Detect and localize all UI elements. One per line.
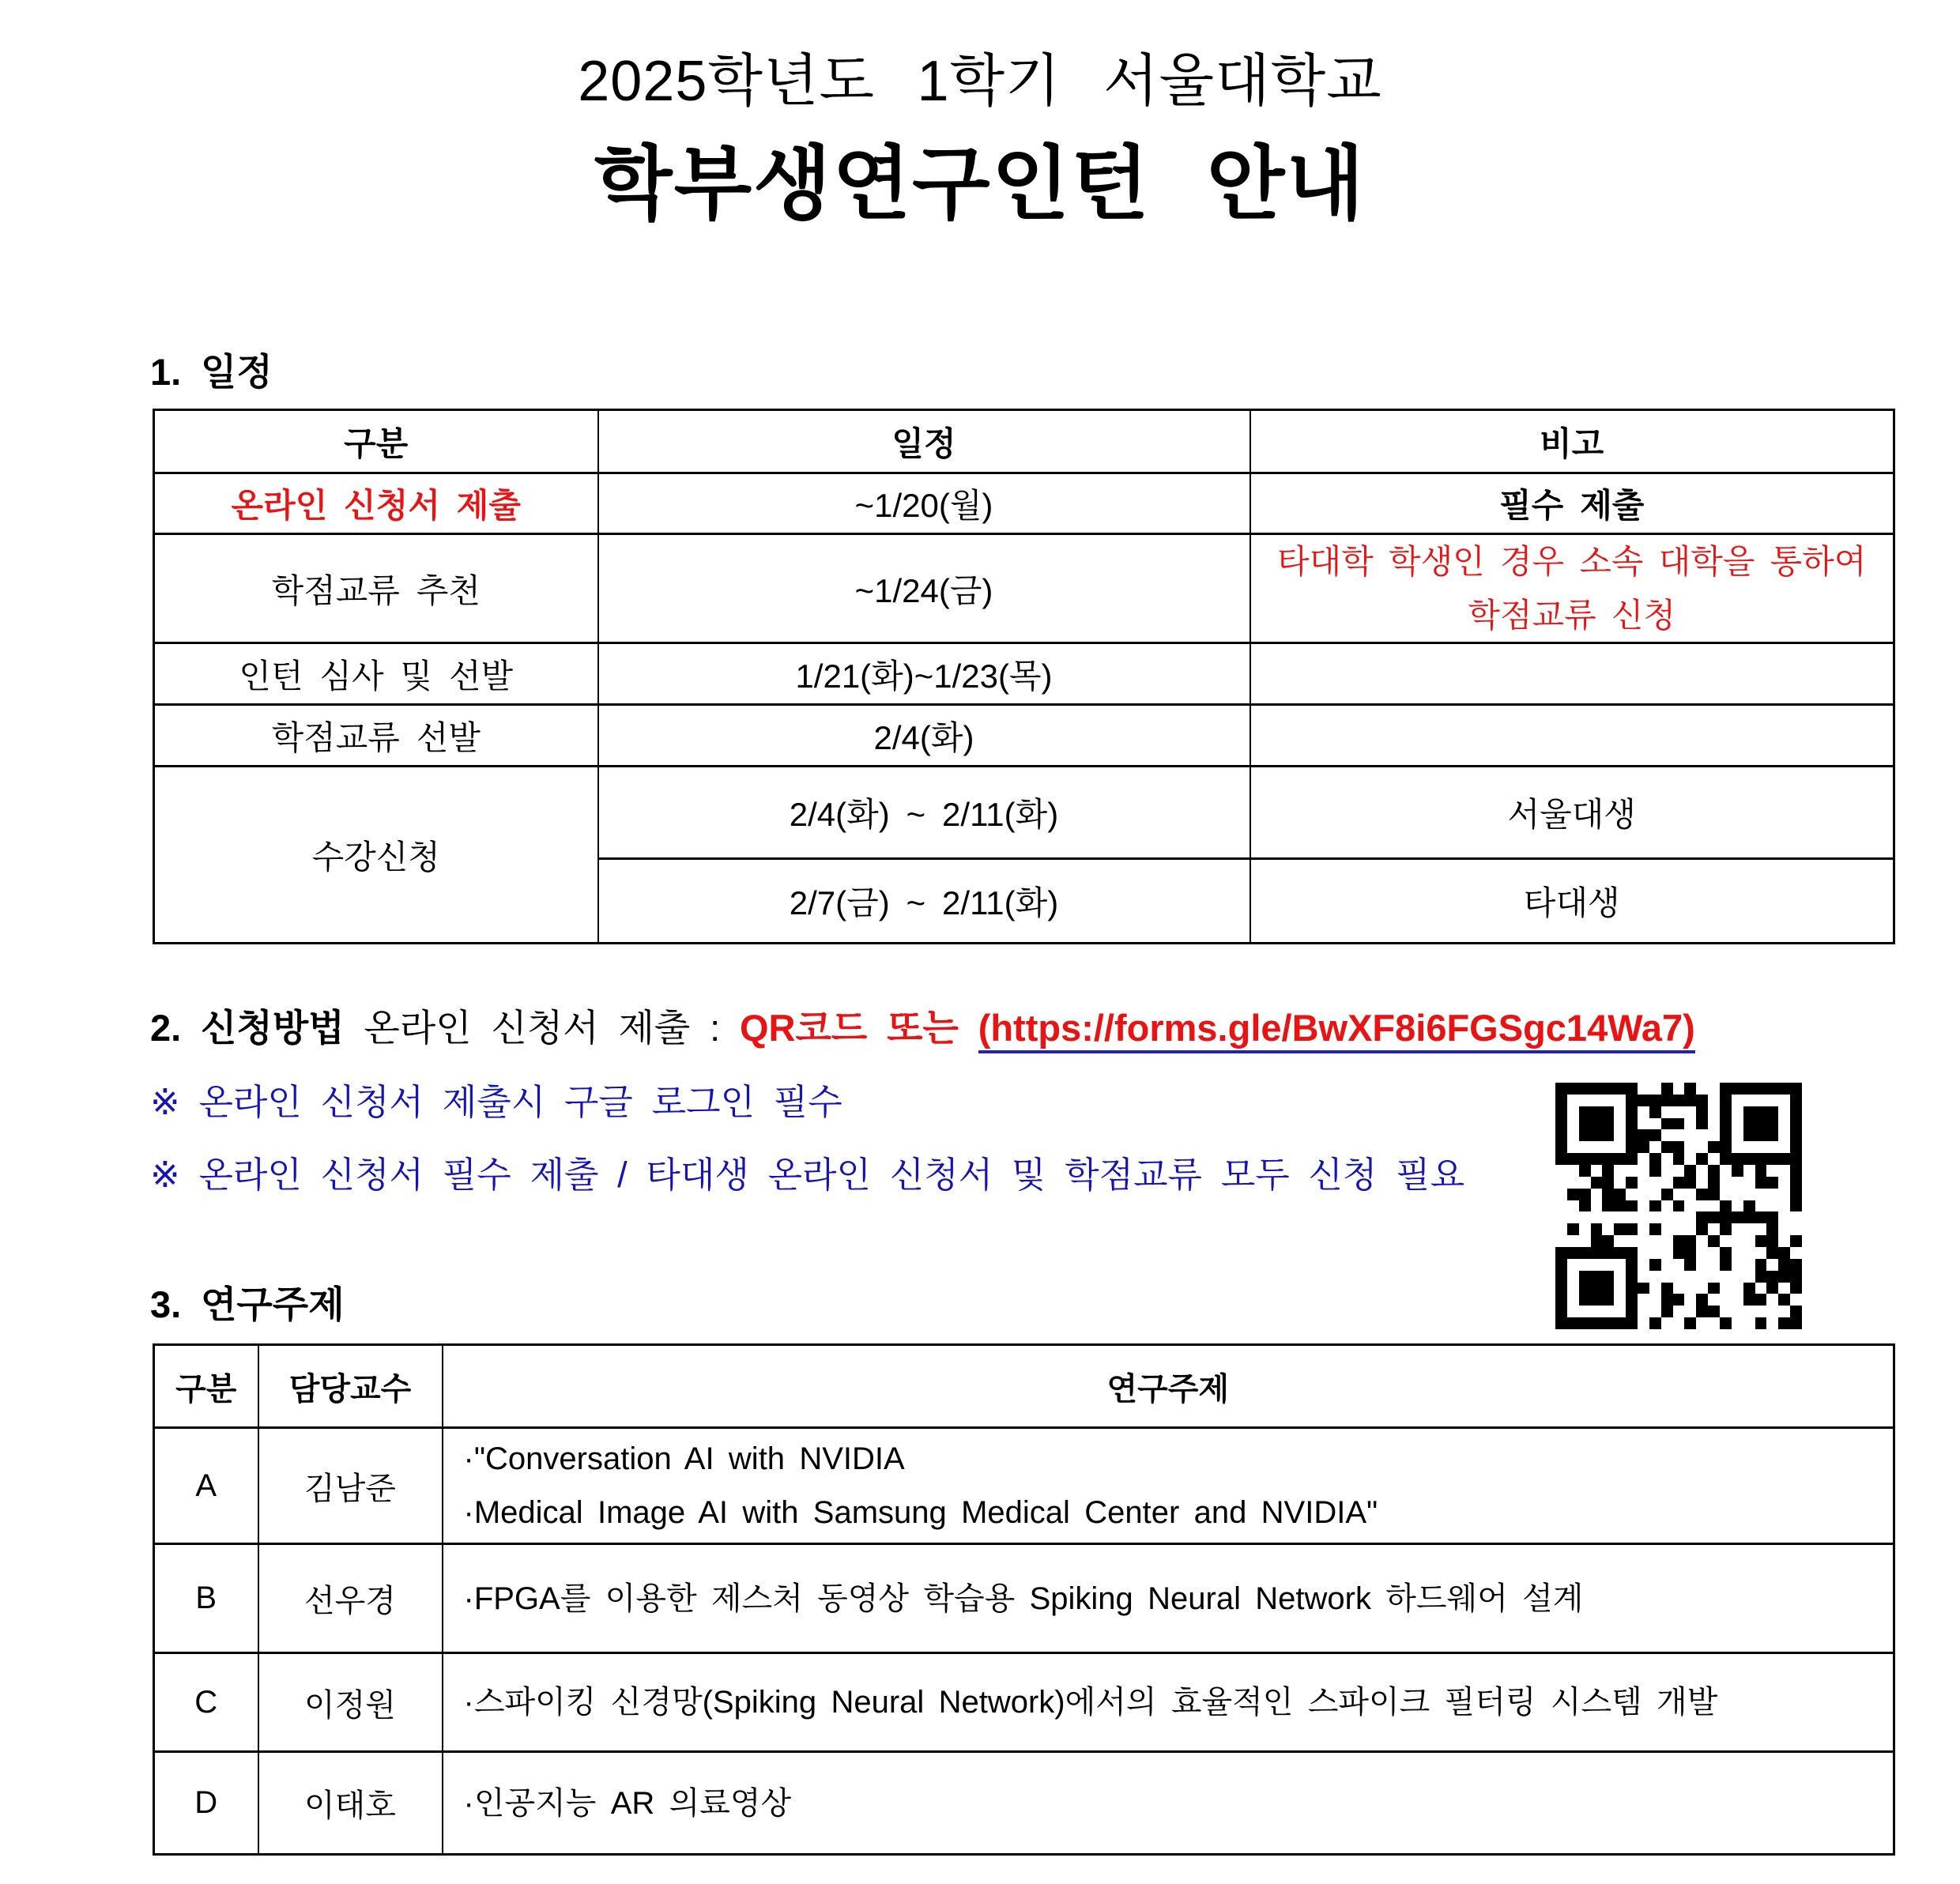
table-row [154, 643, 1894, 705]
schedule-cell-date: 2/7(금) ~ 2/11(화) [598, 859, 1250, 944]
research-cell-professor: 이정원 [258, 1653, 443, 1752]
research-cell-topic [443, 1428, 1894, 1544]
url-close-paren: ) [1683, 1007, 1695, 1049]
schedule-cell-category: 학점교류 추천 [154, 534, 598, 643]
research-cell-topic [443, 1544, 1894, 1653]
table-row [154, 473, 1894, 534]
schedule-cell-note [1250, 643, 1894, 705]
research-cell-professor: 이태호 [258, 1752, 443, 1855]
note-google-login: ※ 온라인 신청서 제출시 구글 로그인 필수 [150, 1082, 842, 1122]
schedule-cell-category: 온라인 신청서 제출 [154, 473, 598, 534]
schedule-header-schedule: 일정 [598, 410, 1250, 473]
research-topics-table [153, 1343, 1895, 1856]
url-open-paren: ( [978, 1007, 991, 1049]
section-3-heading: 3. 연구주제 [150, 1283, 345, 1325]
research-header-topic: 연구주제 [443, 1345, 1894, 1428]
schedule-cell-date: 2/4(화) [598, 705, 1250, 767]
document-title: 학부생연구인턴 안내 [594, 139, 1366, 229]
topic-line: ·스파이킹 신경망(Spiking Neural Network)에서의 효율적인 스파이크 필터링 시스템 개발 [463, 1685, 1718, 1720]
schedule-cell-note: 타대학 학생인 경우 소속 대학을 통하여 학점교류 신청 [1250, 534, 1894, 643]
research-header-group: 구분 [154, 1345, 258, 1428]
table-row [154, 1752, 1894, 1855]
research-header-professor: 담당교수 [258, 1345, 443, 1428]
topic-line: ·"Conversation AI with NVIDIA [463, 1441, 905, 1476]
topic-line: ·인공지능 AR 의료영상 [463, 1785, 792, 1821]
schedule-cell-note: 필수 제출 [1250, 473, 1894, 534]
schedule-header-category: 구분 [154, 410, 598, 473]
schedule-header-row [154, 410, 1894, 473]
schedule-cell-date: ~1/24(금) [598, 534, 1250, 643]
schedule-cell-category: 학점교류 선발 [154, 705, 598, 767]
research-cell-topic [443, 1752, 1894, 1855]
research-cell-group: A [154, 1428, 258, 1544]
application-method-line [150, 999, 1695, 1052]
table-row [154, 1428, 1894, 1544]
topic-line: ·Medical Image AI with Samsung Medical Center and NVIDIA" [463, 1495, 1378, 1530]
schedule-cell-category-merged: 수강신청 [154, 767, 598, 944]
note-required-submission: ※ 온라인 신청서 필수 제출 / 타대생 온라인 신청서 및 학점교류 모두 신청 필요 [150, 1155, 1465, 1195]
section-2-heading: 2. 신청방법 [150, 1007, 345, 1049]
schedule-cell-date: 1/21(화)~1/23(목) [598, 643, 1250, 705]
research-cell-topic [443, 1653, 1894, 1752]
section-1-heading: 1. 일정 [150, 351, 273, 393]
document-subtitle: 2025학년도 1학기 서울대학교 [578, 50, 1382, 113]
qr-code-label: QR코드 또는 [739, 1007, 978, 1049]
qr-code [1555, 1083, 1802, 1329]
schedule-cell-category: 인턴 심사 및 선발 [154, 643, 598, 705]
research-header-row [154, 1345, 1894, 1428]
research-cell-professor: 선우경 [258, 1544, 443, 1653]
topic-line: ·FPGA를 이용한 제스처 동영상 학습용 Spiking Neural Network 하드웨어 설계 [463, 1581, 1584, 1616]
schedule-header-note: 비고 [1250, 410, 1894, 473]
research-cell-group: D [154, 1752, 258, 1855]
research-cell-professor: 김남준 [258, 1428, 443, 1544]
schedule-table [153, 409, 1895, 944]
schedule-cell-note: 타대생 [1250, 859, 1894, 944]
application-method-text: 온라인 신청서 제출 : [344, 1007, 740, 1049]
application-form-link[interactable]: https://forms.gle/BwXF8i6FGSgc14Wa7 [990, 1007, 1683, 1049]
table-row [154, 1653, 1894, 1752]
schedule-cell-note: 서울대생 [1250, 767, 1894, 859]
research-cell-group: C [154, 1653, 258, 1752]
table-row [154, 705, 1894, 767]
table-row [154, 1544, 1894, 1653]
research-cell-group: B [154, 1544, 258, 1653]
schedule-cell-date: ~1/20(월) [598, 473, 1250, 534]
table-row [154, 767, 1894, 859]
schedule-cell-note [1250, 705, 1894, 767]
schedule-cell-date: 2/4(화) ~ 2/11(화) [598, 767, 1250, 859]
table-row [154, 534, 1894, 643]
